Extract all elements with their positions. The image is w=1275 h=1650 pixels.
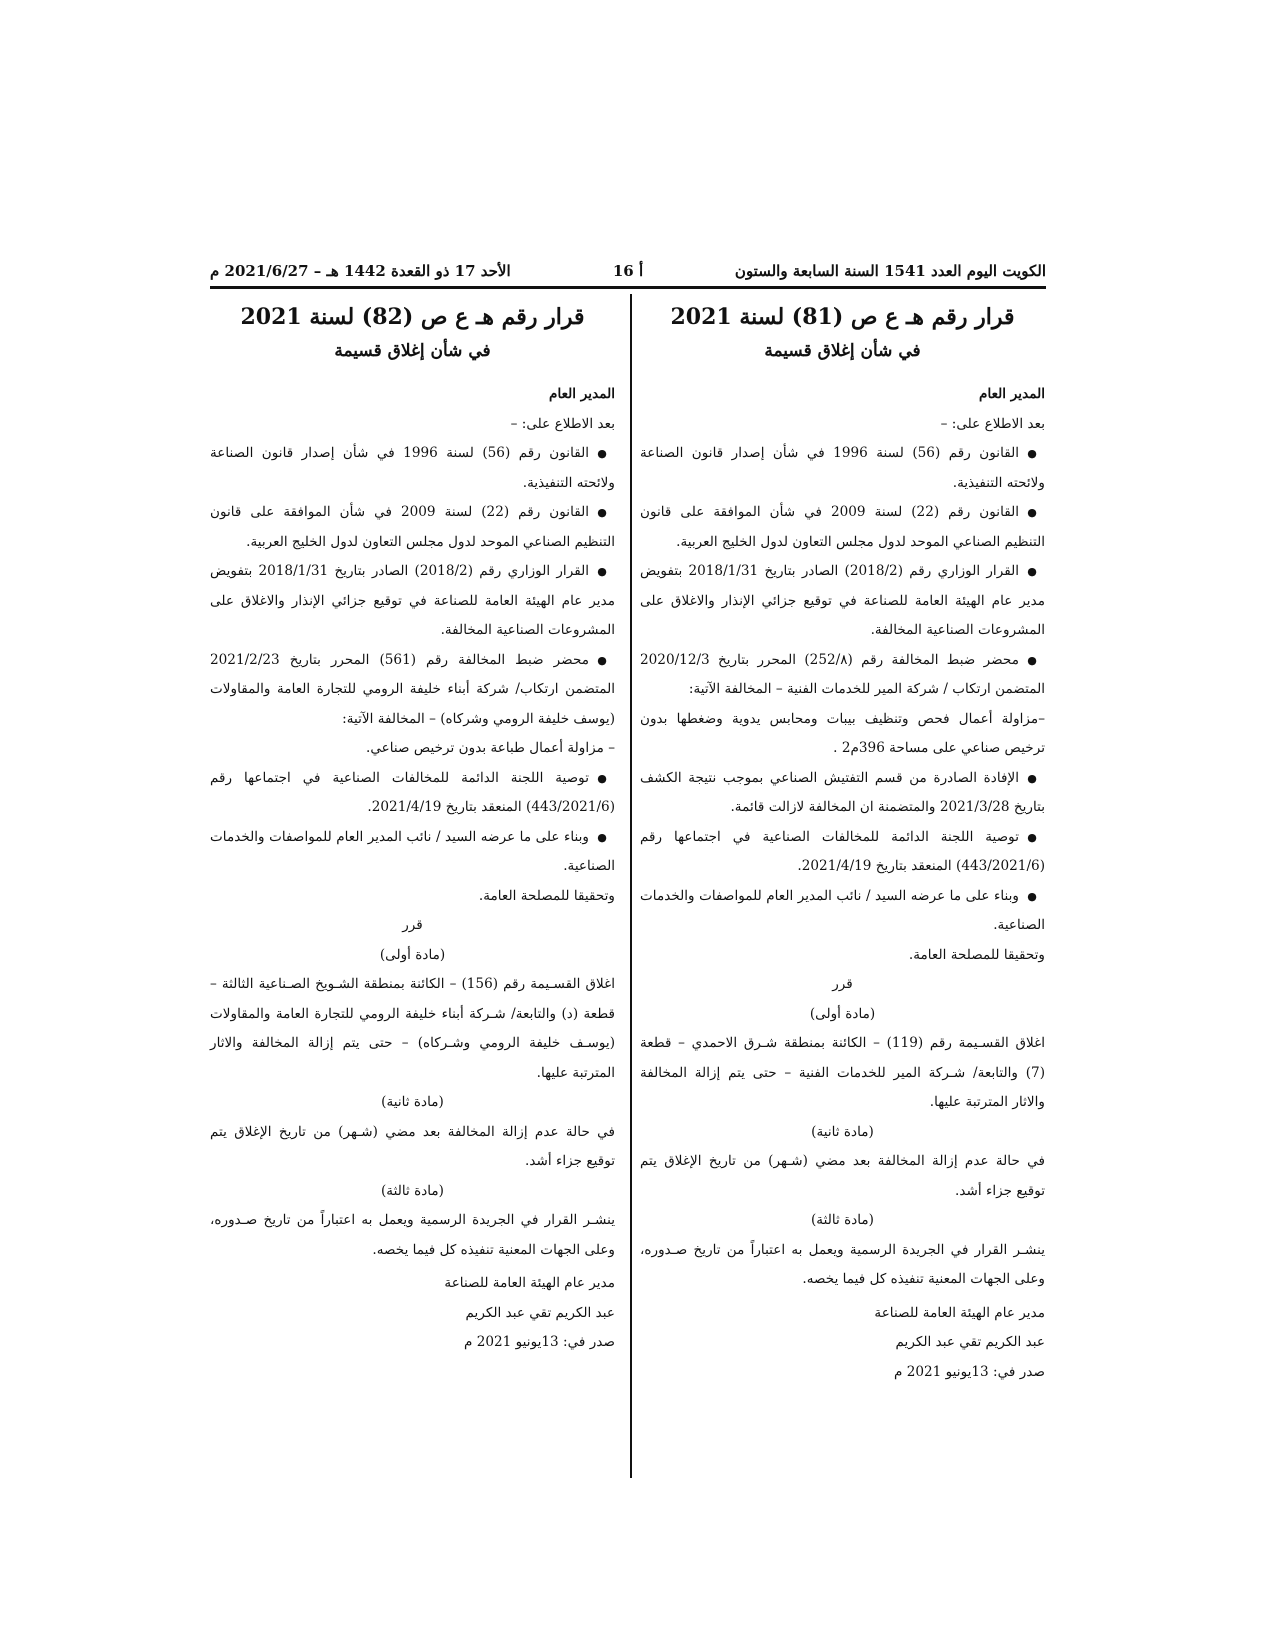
header-date: الأحد 17 ذو القعدة 1442 هـ – 2021/6/27 م [210,262,511,280]
bullet-icon: ● [597,830,607,844]
public-interest: وتحقيقا للمصلحة العامة. [478,887,615,904]
list-item: ●توصية اللجنة الدائمة للمخالفات الصناعية في اجتماعها رقم (443/2021/6) المنعقد بتاريخ 2021/4/19. [640,823,1045,882]
header-page-number: أ 16 [612,262,644,280]
director-label: المدير العام [979,386,1045,402]
list-item: ●وبناء على ما عرضه السيد / نائب المدير العام للمواصفات والخدمات الصناعية. [210,823,615,882]
bullet-icon: ● [597,447,607,460]
list-item: ●القانون رقم (56) لسنة 1996 في شأن إصدار قانون الصناعة ولائحته التنفيذية. [210,439,615,498]
article-3-text: ينشـر القرار في الجريدة الرسمية ويعمل به اعتباراً من تاريخ صـدوره، وعلى الجهات المعنية تنفيذه كل فيما يخصه. [210,1212,615,1258]
bullet-icon: ● [1027,889,1037,903]
decision-subtitle: في شأن إغلاق قسيمة [764,341,921,361]
article-3-text: ينشـر القرار في الجريدة الرسمية ويعمل به اعتباراً من تاريخ صـدوره، وعلى الجهات المعنية تنفيذه كل فيما يخصه. [640,1241,1045,1287]
issue-date: صدر في: 13يونيو 2021 م [893,1363,1045,1380]
decision-81-column [640,300,1045,1387]
list-item: ●القانون رقم (22) لسنة 2009 في شأن الموافقة على قانون التنظيم الصناعي الموحد لدول مجلس التعاون لدول الخليج العربية. [210,498,615,557]
after-review: بعد الاطلاع على: – [940,415,1045,432]
article-3-title: (مادة ثالثة) [381,1182,444,1199]
public-interest: وتحقيقا للمصلحة العامة. [908,946,1045,963]
decision-82-column [210,300,615,1358]
column-divider [630,294,632,1478]
article-2-text: في حالة عدم إزالة المخالفة بعد مضي (شـهر) من تاريخ الإغلاق يتم توقيع جزاء أشد. [640,1153,1045,1199]
list-item: ●القرار الوزاري رقم (2018/2) الصادر بتاريخ 2018/1/31 بتفويض مدير عام الهيئة العامة للصناعة في توقيع جزائي الإنذار والاغلاق على المشروعات الصناعية المخالفة. [210,557,615,646]
article-2-title: (مادة ثانية) [381,1094,444,1110]
violation-text: –مزاولة أعمال فحص وتنظيف بيبات ومحابس يدوية وضغطها بدون ترخيص صناعي على مساحة 396م2 . [640,710,1045,756]
signer-name: عبد الكريم تقي عبد الكريم [895,1334,1045,1350]
director-label: المدير العام [549,386,615,402]
page-header [210,258,1046,284]
article-1-title: (مادة أولى) [809,1005,876,1022]
bullet-icon: ● [1027,830,1037,844]
decision-title: قرار رقم هـ ع ص (81) لسنة 2021 [670,304,1015,330]
bullet-icon: ● [1027,771,1037,785]
decided-label: قرر [402,917,423,933]
bullet-icon: ● [1027,565,1037,578]
signer-name: عبد الكريم تقي عبد الكريم [465,1304,615,1321]
bullet-icon: ● [597,653,607,667]
list-item: ●محضر ضبط المخالفة رقم (561) المحرر بتاريخ 2021/2/23 المتضمن ارتكاب/ شركة أبناء خليفة الرومي للتجارة العامة والمقاولات (يوسف خليفة الرومي وشركاه) – المخالفة الآتية: [210,646,615,735]
list-item: ●توصية اللجنة الدائمة للمخالفات الصناعية في اجتماعها رقم (443/2021/6) المنعقد بتاريخ 2021/4/19. [210,764,615,823]
issue-date: صدر في: 13يونيو 2021 م [463,1334,615,1350]
bullet-icon: ● [597,565,607,578]
after-review: بعد الاطلاع على: – [510,415,615,432]
bullet-icon: ● [1027,653,1037,667]
list-item: ●الإفادة الصادرة من قسم التفتيش الصناعي بموجب نتيجة الكشف بتاريخ 2021/3/28 والمتضمنة ان المخالفة لازالت قائمة. [640,764,1045,823]
signer-title: مدير عام الهيئة العامة للصناعة [874,1304,1045,1321]
list-item: ●القرار الوزاري رقم (2018/2) الصادر بتاريخ 2018/1/31 بتفويض مدير عام الهيئة العامة للصناعة في توقيع جزائي الإنذار والاغلاق على المشروعات الصناعية المخالفة. [640,557,1045,646]
list-item: ●القانون رقم (56) لسنة 1996 في شأن إصدار قانون الصناعة ولائحته التنفيذية. [640,439,1045,498]
article-1-text: اغلاق القسـيمة رقم (156) – الكائنة بمنطقة الشـويخ الصـناعية الثالثة – قطعة (د) والتابعة/ شـركة أبناء خليفة الرومي للتجارة العامة والمقاولات (يوسـف خليفة الرومي وشـركاه) – حتى يتم إزالة المخالفة والاثار المترتبة عليها. [210,976,615,1081]
decision-subtitle: في شأن إغلاق قسيمة [334,341,491,361]
violation-text: – مزاولة أعمال طباعة بدون ترخيص صناعي. [366,740,615,756]
bullet-icon: ● [1027,447,1037,460]
article-3-title: (مادة ثالثة) [811,1212,874,1228]
article-1-title: (مادة أولى) [379,946,446,963]
article-1-text: اغلاق القسـيمة رقم (119) – الكائنة بمنطقة شـرق الاحمدي – قطعة (7) والتابعة/ شـركة المير للخدمات الفنية – حتى يتم إزالة المخالفة والاثار المترتبة عليها. [640,1035,1045,1110]
bullet-icon: ● [1027,506,1037,519]
list-item: ●القانون رقم (22) لسنة 2009 في شأن الموافقة على قانون التنظيم الصناعي الموحد لدول مجلس التعاون لدول الخليج العربية. [640,498,1045,557]
list-item: ●محضر ضبط المخالفة رقم (252/٨) المحرر بتاريخ 2020/12/3 المتضمن ارتكاب / شركة المير للخدمات الفنية – المخالفة الآتية: [640,646,1045,705]
article-2-text: في حالة عدم إزالة المخالفة بعد مضي (شـهر) من تاريخ الإغلاق يتم توقيع جزاء أشد. [210,1123,615,1169]
article-2-title: (مادة ثانية) [811,1123,874,1140]
signer-title: مدير عام الهيئة العامة للصناعة [444,1275,615,1291]
bullet-icon: ● [597,771,607,785]
bullet-icon: ● [597,506,607,519]
header-issue: الكويت اليوم العدد 1541 السنة السابعة والستون [734,262,1046,280]
decision-title: قرار رقم هـ ع ص (82) لسنة 2021 [240,304,585,330]
header-rule [210,286,1046,289]
decided-label: قرر [832,976,853,992]
list-item: ●وبناء على ما عرضه السيد / نائب المدير العام للمواصفات والخدمات الصناعية. [640,882,1045,941]
